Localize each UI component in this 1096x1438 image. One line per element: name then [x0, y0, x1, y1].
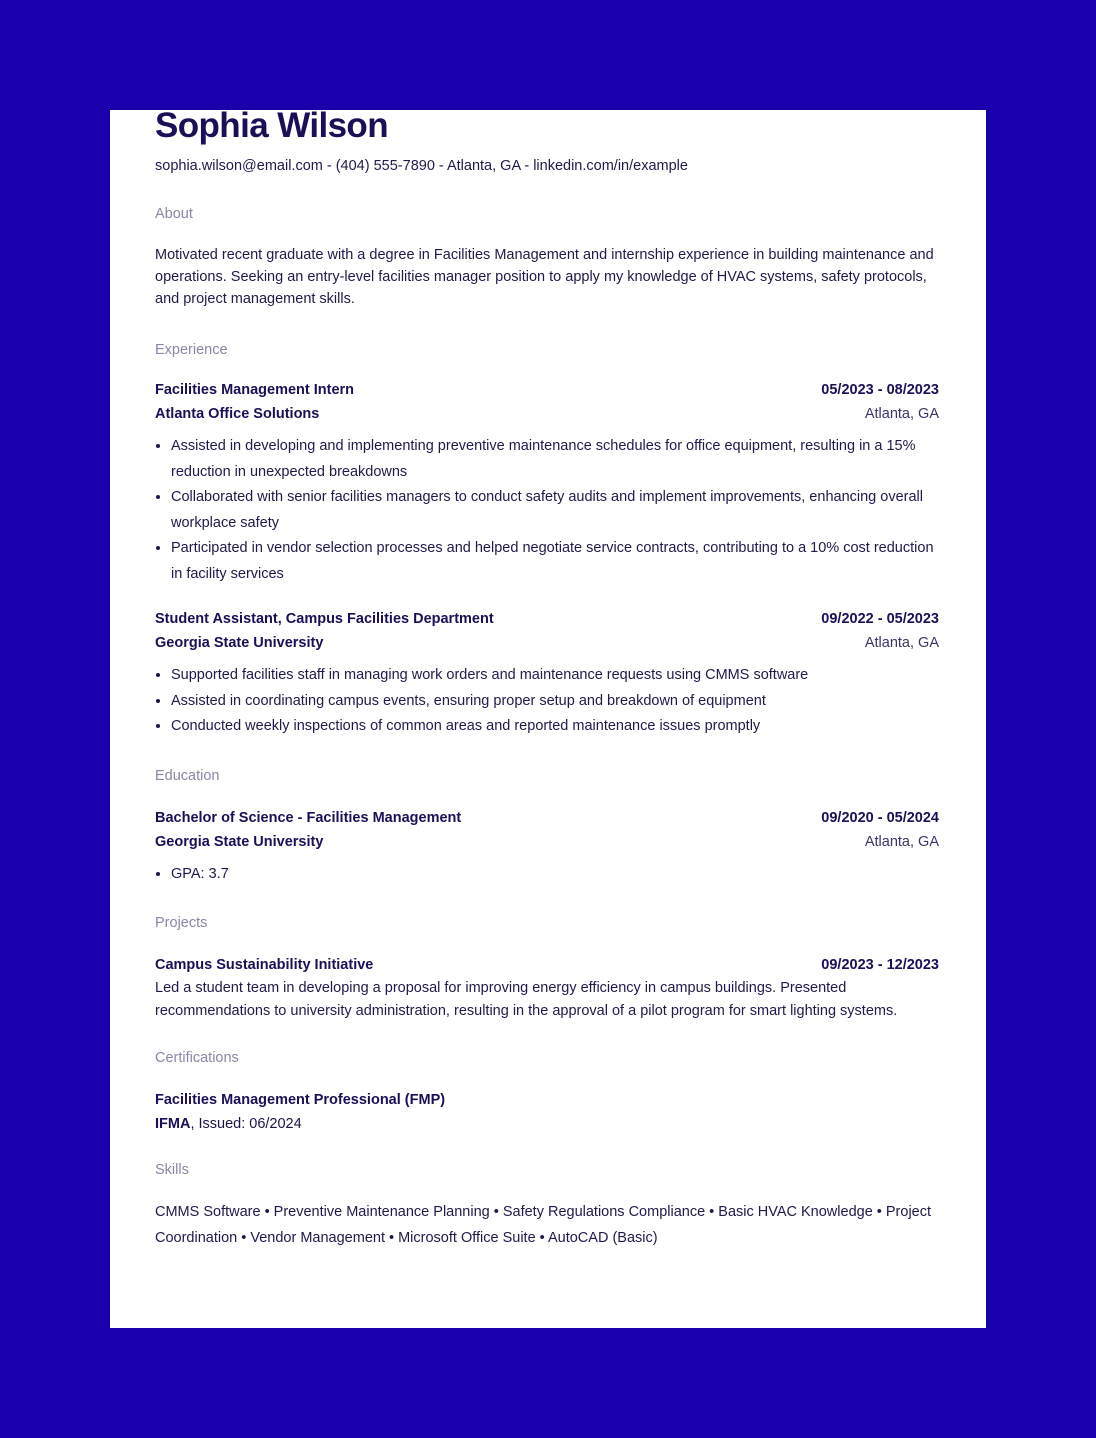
contact-line: sophia.wilson@email.com - (404) 555-7890 - Atlanta, GA - linkedin.com/in/example [155, 158, 688, 174]
candidate-name: Sophia Wilson [155, 106, 388, 145]
section-title-certifications: Certifications [155, 1050, 239, 1066]
section-title-skills: Skills [155, 1162, 189, 1178]
section-title-about: About [155, 206, 193, 222]
certification-entry [155, 1088, 939, 1136]
education-dates: 09/2020 - 05/2024 [821, 809, 939, 826]
school: Georgia State University [155, 833, 324, 850]
school-location: Atlanta, GA [864, 833, 939, 850]
list-item: • Conducted weekly inspections of common areas and reported maintenance issues promptly [171, 714, 939, 740]
project-description: Led a student team in developing a proposal for improving energy efficiency in campus buildings. Presented recommendations to university administration, resulting in the approval of a pilot program for smart lighting systems. [155, 980, 898, 1019]
about-text: Motivated recent graduate with a degree in Facilities Management and internship experience in building maintenance and operations. Seeking an entry-level facilities manager position to apply my knowledge of HVAC systems, safety protocols, and project management skills. [155, 247, 934, 307]
experience-entry [155, 378, 939, 587]
job-title: Student Assistant, Campus Facilities Department [155, 611, 494, 627]
section-title-education: Education [155, 767, 220, 784]
certification-issuer: IFMA [155, 1116, 191, 1132]
certification-issued: , Issued: 06/2024 [190, 1116, 302, 1132]
skills-list: CMMS Software • Preventive Maintenance Planning • Safety Regulations Compliance • Basic HVAC Knowledge • Project Coordination • Vendor Management • Microsoft Office Suite • AutoCAD (Basic) [155, 1204, 932, 1246]
list-item: • Assisted in developing and implementing preventive maintenance schedules for office equipment, resulting in a 15% reduction in unexpected breakdowns [171, 434, 939, 485]
list-item: • Collaborated with senior facilities managers to conduct safety audits and implement improvements, enhancing overall workplace safety [171, 485, 939, 536]
experience-entry [155, 607, 939, 740]
job-title: Facilities Management Intern [155, 382, 355, 398]
project-name: Campus Sustainability Initiative [155, 957, 374, 973]
job-dates: 05/2023 - 08/2023 [821, 382, 939, 398]
job-location: Atlanta, GA [864, 635, 939, 651]
project-entry [155, 953, 939, 1022]
education-entry [155, 806, 939, 888]
education-bullets [155, 862, 939, 888]
section-title-projects: Projects [155, 915, 208, 931]
certification-name: Facilities Management Professional (FMP) [155, 1092, 446, 1108]
resume-page [110, 106, 986, 1328]
job-dates: 09/2022 - 05/2023 [821, 611, 939, 627]
employer: Georgia State University [155, 635, 324, 651]
project-dates: 09/2023 - 12/2023 [821, 957, 939, 973]
employer: Atlanta Office Solutions [155, 406, 320, 422]
degree: Bachelor of Science - Facilities Management [155, 809, 462, 826]
section-title-experience: Experience [155, 342, 228, 358]
list-item: • GPA: 3.7 [171, 862, 939, 888]
list-item: • Participated in vendor selection processes and helped negotiate service contracts, contributing to a 10% cost reduction in facility services [171, 536, 939, 587]
list-item: • Assisted in coordinating campus events, ensuring proper setup and breakdown of equipment [171, 689, 939, 715]
job-location: Atlanta, GA [864, 406, 939, 422]
job-bullets [155, 663, 939, 740]
job-bullets [155, 434, 939, 587]
list-item: • Supported facilities staff in managing work orders and maintenance requests using CMMS software [171, 663, 939, 689]
